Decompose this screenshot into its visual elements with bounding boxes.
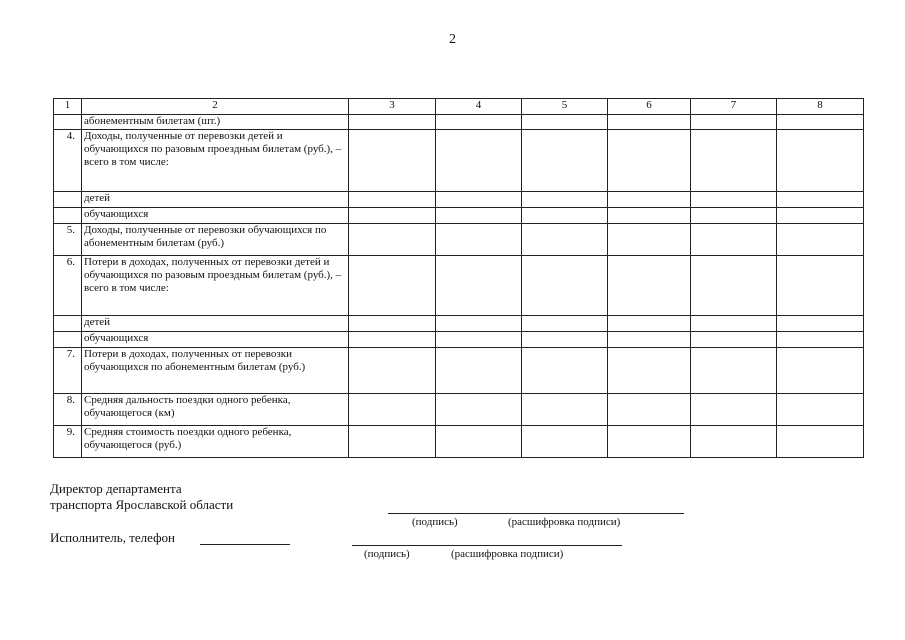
data-cell [691,224,777,256]
row-label: абонементным билетам (шт.) [82,115,349,130]
data-cell [777,192,864,208]
data-cell [522,316,608,332]
header-cell: 4 [436,99,522,115]
data-cell [349,348,436,394]
data-cell [608,224,691,256]
table-row [54,394,864,426]
row-number: 7. [54,348,82,394]
row-number: 6. [54,256,82,316]
row-number: 5. [54,224,82,256]
row-number: 4. [54,130,82,192]
table-row [54,115,864,130]
row-label: детей [82,316,349,332]
data-cell [436,316,522,332]
director-signature-line [388,513,684,514]
row-label: Средняя стоимость поездки одного ребенка, обучающегося (руб.) [82,426,349,458]
data-cell [522,394,608,426]
row-number: 9. [54,426,82,458]
data-cell [522,426,608,458]
header-cell: 3 [349,99,436,115]
data-cell [691,208,777,224]
data-cell [608,426,691,458]
executor-label: Исполнитель, телефон [50,530,175,545]
page-number: 2 [449,32,456,47]
director-title-line2: транспорта Ярославской области [50,497,234,512]
data-cell [777,348,864,394]
data-cell [436,256,522,316]
data-cell [522,115,608,130]
row-label: обучающихся [82,332,349,348]
data-cell [349,130,436,192]
data-cell [349,316,436,332]
row-label: Средняя дальность поездки одного ребенка, обучающегося (км) [82,394,349,426]
data-cell [608,192,691,208]
data-cell [691,130,777,192]
table-row [54,130,864,192]
data-cell [691,394,777,426]
data-cell [608,316,691,332]
executor-decoding-caption: (расшифровка подписи) [451,548,564,560]
row-label: обучающихся [82,208,349,224]
data-cell [349,224,436,256]
header-cell: 2 [82,99,349,115]
data-cell [349,208,436,224]
data-cell [436,208,522,224]
data-cell [522,224,608,256]
director-title-line1: Директор департамента [50,481,182,496]
data-cell [777,256,864,316]
row-number [54,208,82,224]
director-decoding-caption: (расшифровка подписи) [508,516,621,528]
data-cell [691,332,777,348]
header-cell: 6 [608,99,691,115]
data-cell [349,256,436,316]
data-cell [436,130,522,192]
row-label: Потери в доходах, полученных от перевозки детей и обучающихся по разовым проездным билетам (руб.), – всего в том числе: [82,256,349,316]
data-cell [691,316,777,332]
data-cell [522,332,608,348]
row-number: 8. [54,394,82,426]
row-number [54,115,82,130]
data-cell [777,224,864,256]
data-cell [608,115,691,130]
row-number [54,332,82,348]
data-cell [608,256,691,316]
data-cell [436,224,522,256]
row-number [54,316,82,332]
data-cell [777,394,864,426]
data-cell [777,332,864,348]
data-cell [436,192,522,208]
table-row [54,426,864,458]
data-cell [436,115,522,130]
data-cell [522,348,608,394]
data-cell [777,426,864,458]
data-cell [608,130,691,192]
row-label: Доходы, полученные от перевозки обучающихся по абонементным билетам (руб.) [82,224,349,256]
data-cell [691,192,777,208]
data-cell [349,394,436,426]
data-cell [691,256,777,316]
data-cell [349,115,436,130]
row-label: детей [82,192,349,208]
header-row [54,99,864,115]
data-cell [522,256,608,316]
data-cell [608,348,691,394]
row-number [54,192,82,208]
table-row [54,256,864,316]
data-cell [436,348,522,394]
data-cell [777,130,864,192]
data-cell [349,192,436,208]
table-row [54,316,864,332]
data-cell [349,426,436,458]
data-cell [777,115,864,130]
data-cell [691,348,777,394]
table-row [54,224,864,256]
report-table [53,98,864,458]
data-cell [691,115,777,130]
header-cell: 7 [691,99,777,115]
executor-signature-line [352,545,622,546]
data-cell [436,332,522,348]
row-label: Доходы, полученные от перевозки детей и обучающихся по разовым проездным билетам (руб.), – всего в том числе: [82,130,349,192]
table-row [54,348,864,394]
director-signature-caption: (подпись) [412,516,458,528]
row-label: Потери в доходах, полученных от перевозки обучающихся по абонементным билетам (руб.) [82,348,349,394]
data-cell [522,208,608,224]
data-cell [608,208,691,224]
data-cell [349,332,436,348]
executor-signature-caption: (подпись) [364,548,410,560]
data-cell [608,332,691,348]
header-cell: 5 [522,99,608,115]
header-cell: 1 [54,99,82,115]
header-cell: 8 [777,99,864,115]
data-cell [436,426,522,458]
data-cell [691,426,777,458]
data-cell [608,394,691,426]
data-cell [777,208,864,224]
executor-phone-line [200,544,290,545]
data-cell [777,316,864,332]
table-row [54,208,864,224]
data-cell [522,130,608,192]
data-cell [436,394,522,426]
table-row [54,192,864,208]
data-cell [522,192,608,208]
table-row [54,332,864,348]
